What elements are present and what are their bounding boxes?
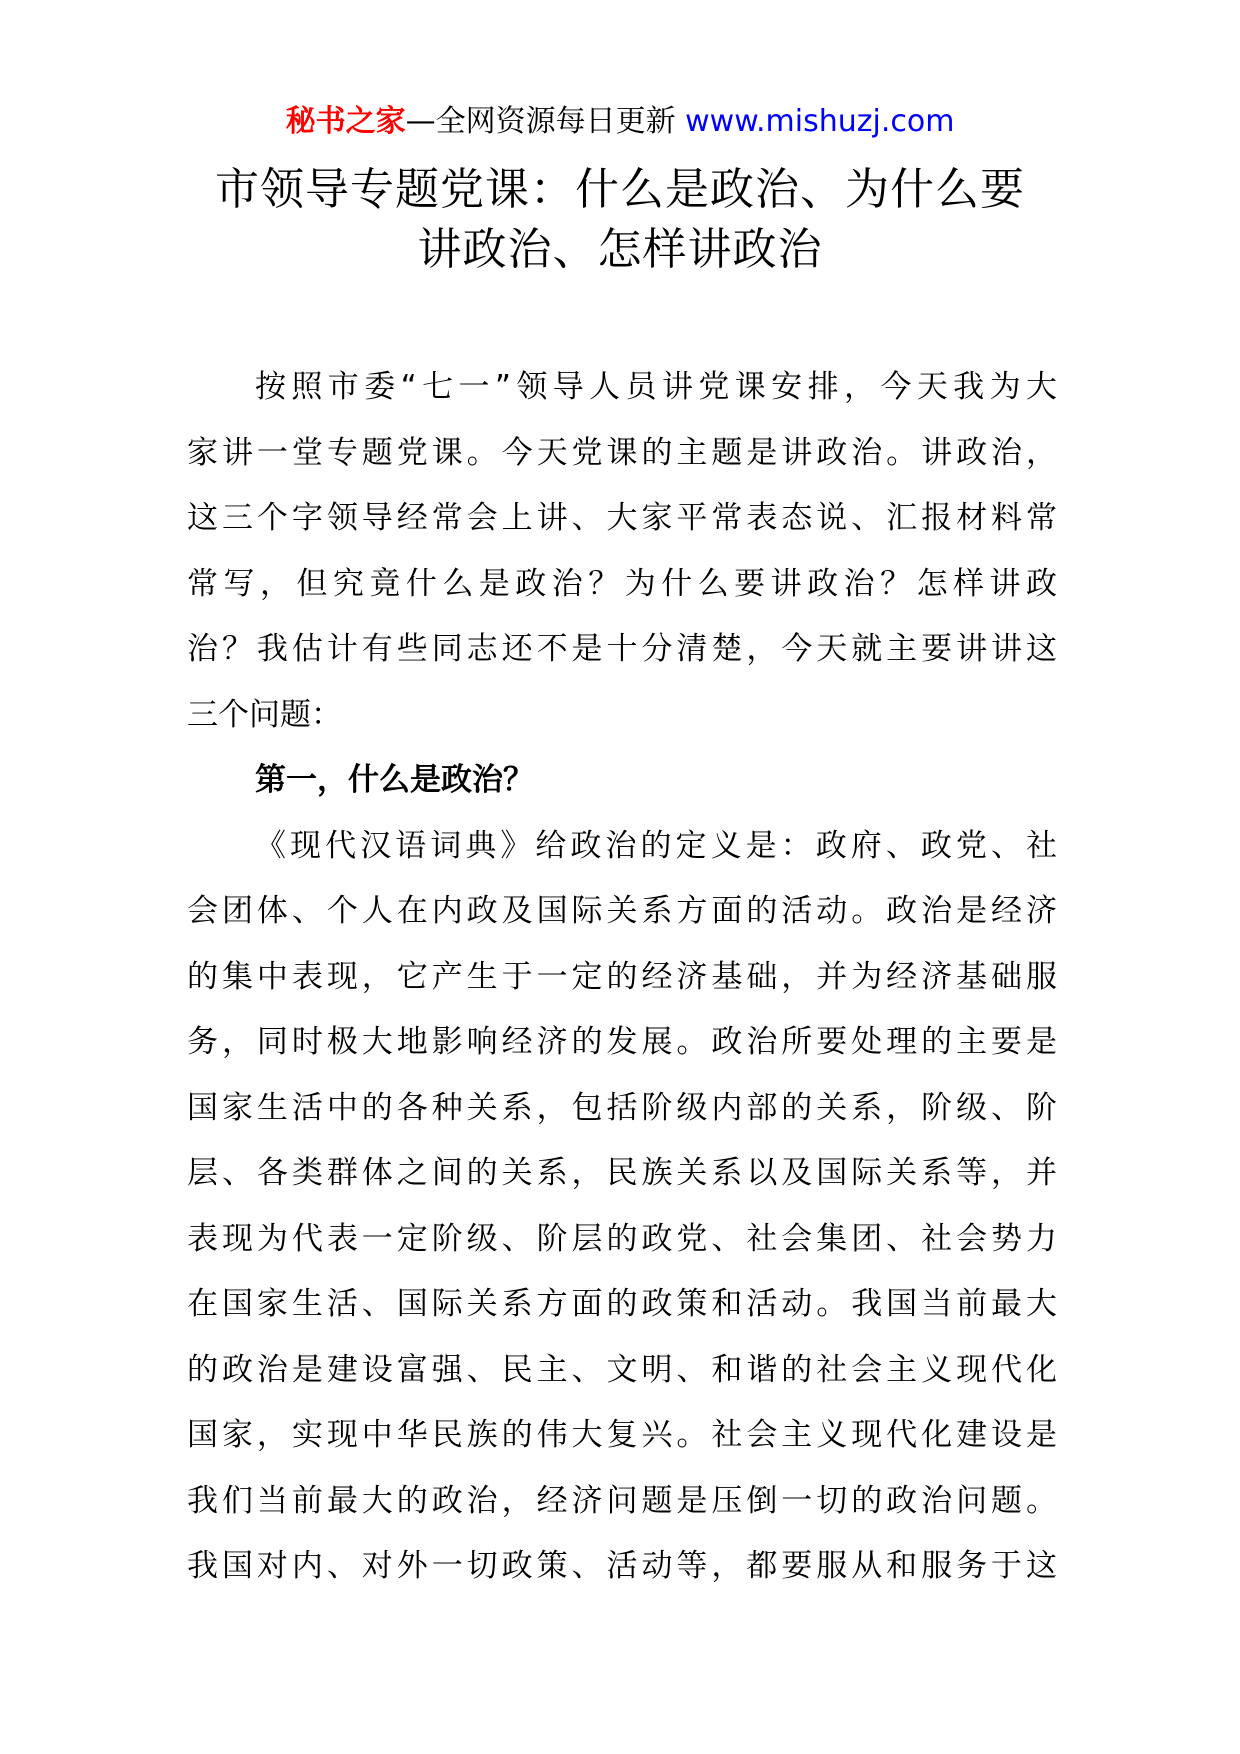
section1-line: 的集中表现，它产生于一定的经济基础，并为经济基础服 <box>187 958 1057 995</box>
title-line-2: 讲政治、怎样讲政治 <box>417 224 823 275</box>
intro-line: 家讲一堂专题党课。今天党课的主题是讲政治。讲政治， <box>187 434 1057 471</box>
brand-name: 秘书之家 <box>285 104 406 139</box>
section1-line: 国家，实现中华民族的伟大复兴。社会主义现代化建设是 <box>187 1417 1057 1453</box>
section1-line: 表现为代表一定阶级、阶层的政党、社会集团、社会势力 <box>187 1220 1057 1257</box>
document-title <box>170 160 1070 280</box>
site-header <box>0 100 1240 144</box>
document-body <box>187 355 1057 1600</box>
title-line-1: 市领导专题党课：什么是政治、为什么要 <box>215 164 1025 215</box>
section1-line: 我们当前最大的政治，经济问题是压倒一切的政治问题。 <box>187 1482 1057 1519</box>
section1-line: 在国家生活、国际关系方面的政策和活动。我国当前最大 <box>187 1286 1057 1322</box>
section1-line: 会团体、个人在内政及国际关系方面的活动。政治是经济 <box>187 893 1057 929</box>
section1-line: 国家生活中的各种关系，包括阶级内部的关系，阶级、阶 <box>187 1089 1057 1126</box>
intro-line: 治？我估计有些同志还不是十分清楚，今天就主要讲讲这 <box>187 631 1057 667</box>
section1-line: 《现代汉语词典》给政治的定义是：政府、政党、社 <box>255 827 1057 864</box>
section1-line: 层、各类群体之间的关系，民族关系以及国际关系等，并 <box>187 1155 1057 1191</box>
intro-line: 常写，但究竟什么是政治？为什么要讲政治？怎样讲政 <box>187 565 1057 602</box>
section1-line: 务，同时极大地影响经济的发展。政治所要处理的主要是 <box>187 1024 1057 1060</box>
section1-line: 我国对内、对外一切政策、活动等，都要服从和服务于这 <box>187 1548 1057 1584</box>
site-url-link[interactable]: www.mishuzj.com <box>685 104 955 139</box>
header-tagline: —全网资源每日更新 <box>405 104 676 139</box>
section-heading: 第一，什么是政治？ <box>255 762 534 798</box>
intro-line: 三个问题： <box>187 696 342 733</box>
intro-line: 这三个字领导经常会上讲、大家平常表态说、汇报材料常 <box>187 500 1057 536</box>
intro-line: 按照市委“七一”领导人员讲党课安排，今天我为大 <box>255 369 1057 405</box>
section1-line: 的政治是建设富强、民主、文明、和谐的社会主义现代化 <box>187 1351 1057 1388</box>
